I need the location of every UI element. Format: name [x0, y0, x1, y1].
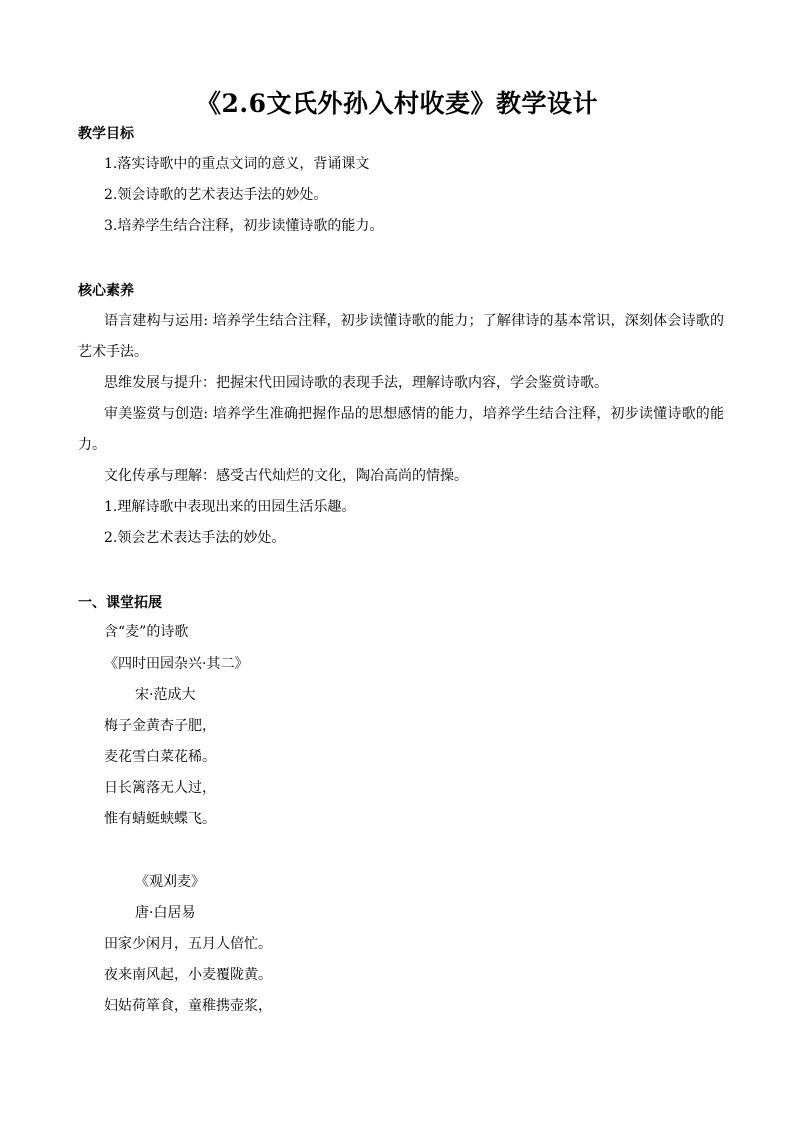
objective-item-2: 2.领会诗歌的艺术表达手法的妙处。: [104, 187, 328, 203]
poem2-line-3: 妇姑荷箪食，童稚携壶浆，: [104, 998, 272, 1014]
poem1-line-1: 梅子金黄杏子肥，: [104, 718, 216, 734]
section1-heading: 一、课堂拓展: [78, 595, 162, 611]
literacy-point-2: 2.领会艺术表达手法的妙处。: [104, 530, 286, 546]
poem2-line-2: 夜来南风起，小麦覆陇黄。: [104, 967, 272, 983]
literacy-heading: 核心素养: [78, 283, 134, 299]
document-title: 《2.6文氏外孙入村收麦》教学设计: [196, 89, 598, 118]
objective-item-1: 1.落实诗歌中的重点文词的意义，背诵课文: [104, 156, 370, 172]
poem1-line-2: 麦花雪白菜花稀。: [104, 749, 216, 765]
poem2-line-1: 田家少闲月，五月人倍忙。: [104, 936, 272, 952]
literacy-paragraph-thinking: 思维发展与提升：把握宋代田园诗歌的表现手法，理解诗歌内容，学会鉴赏诗歌。: [104, 375, 608, 391]
literacy-paragraph-culture: 文化传承与理解：感受古代灿烂的文化，陶冶高尚的情操。: [104, 468, 468, 484]
poem1-title: 《四时田园杂兴·其二》: [104, 656, 249, 672]
objectives-heading: 教学目标: [78, 126, 134, 142]
literacy-paragraph-aesthetic: 审美鉴赏与创造: 培养学生准确把握作品的思想感情的能力，培养学生结合注释，初步读懂诗歌的能力。: [78, 406, 724, 453]
poem1-author: 宋·范成大: [135, 687, 196, 703]
poem2-author: 唐·白居易: [135, 905, 196, 921]
poem1-line-3: 日长篱落无人过，: [104, 780, 216, 796]
literacy-point-1: 1.理解诗歌中表现出来的田园生活乐趣。: [104, 499, 356, 515]
poem2-title: 《观刈麦》: [135, 874, 205, 890]
objective-item-3: 3.培养学生结合注释，初步读懂诗歌的能力。: [104, 218, 384, 234]
literacy-paragraph-language: 语言建构与运用: 培养学生结合注释，初步读懂诗歌的能力；了解律诗的基本常识，深刻体会诗歌的艺术手法。: [78, 313, 724, 360]
section1-intro: 含“麦”的诗歌: [104, 624, 189, 640]
poem1-line-4: 惟有蜻蜓蛱蝶飞。: [104, 811, 216, 827]
